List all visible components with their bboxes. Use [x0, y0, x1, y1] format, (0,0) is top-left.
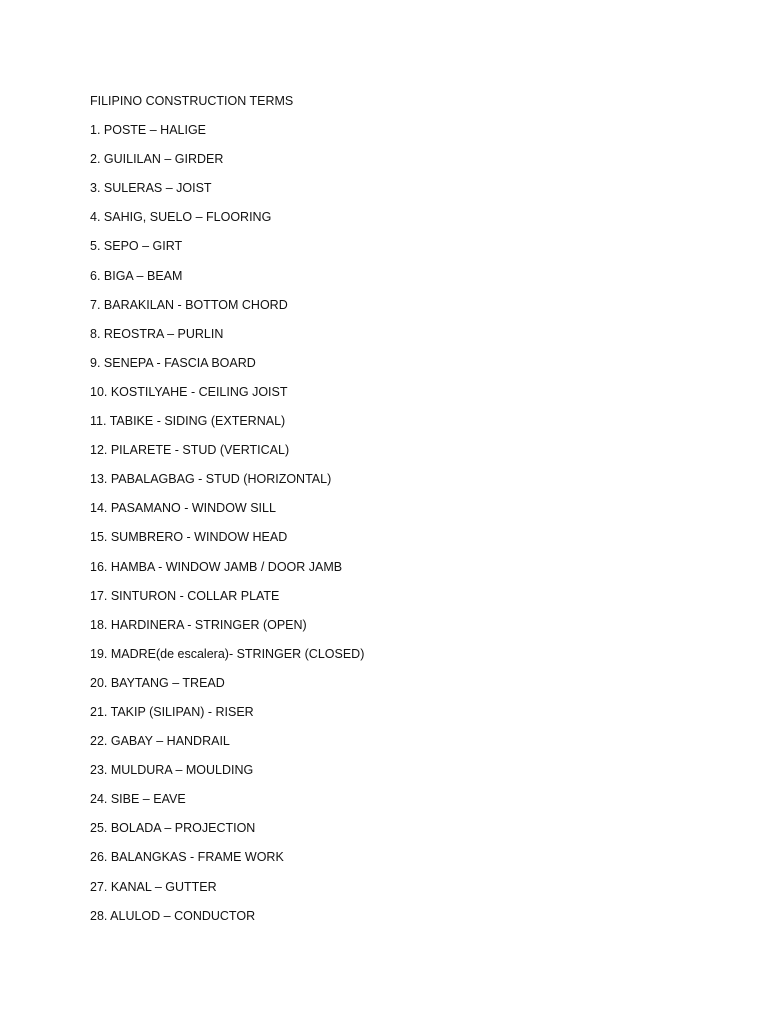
list-item: 11. TABIKE - SIDING (EXTERNAL) — [90, 414, 286, 429]
list-item: 25. BOLADA – PROJECTION — [90, 821, 256, 836]
list-item: 17. SINTURON - COLLAR PLATE — [90, 588, 280, 603]
list-item: 10. KOSTILYAHE - CEILING JOIST — [90, 384, 288, 399]
list-item: 27. KANAL – GUTTER — [90, 879, 217, 894]
list-item: 15. SUMBRERO - WINDOW HEAD — [90, 530, 288, 545]
list-item: 26. BALANGKAS - FRAME WORK — [90, 850, 284, 865]
document-title: FILIPINO CONSTRUCTION TERMS — [90, 94, 294, 108]
list-item: 5. SEPO – GIRT — [90, 239, 183, 254]
list-item: 20. BAYTANG – TREAD — [90, 675, 225, 690]
list-item: 4. SAHIG, SUELO – FLOORING — [90, 210, 272, 225]
list-item: 12. PILARETE - STUD (VERTICAL) — [90, 443, 290, 458]
list-item: 2. GUILILAN – GIRDER — [90, 152, 224, 167]
list-item: 21. TAKIP (SILIPAN) - RISER — [90, 704, 254, 719]
list-item: 23. MULDURA – MOULDING — [90, 763, 254, 778]
list-item: 28. ALULOD – CONDUCTOR — [90, 908, 256, 923]
list-item: 13. PABALAGBAG - STUD (HORIZONTAL) — [90, 472, 332, 487]
list-item: 14. PASAMANO - WINDOW SILL — [90, 501, 276, 516]
list-item: 18. HARDINERA - STRINGER (OPEN) — [90, 617, 307, 632]
list-item: 16. HAMBA - WINDOW JAMB / DOOR JAMB — [90, 559, 343, 574]
list-item: 19. MADRE(de escalera)- STRINGER (CLOSED) — [90, 646, 365, 661]
list-item: 22. GABAY – HANDRAIL — [90, 734, 230, 749]
list-item: 9. SENEPA - FASCIA BOARD — [90, 355, 256, 370]
document-body — [90, 93, 364, 937]
list-item: 1. POSTE – HALIGE — [90, 123, 207, 138]
list-item: 6. BIGA – BEAM — [90, 268, 183, 283]
list-item: 8. REOSTRA – PURLIN — [90, 326, 224, 341]
list-item: 7. BARAKILAN - BOTTOM CHORD — [90, 297, 288, 312]
list-item: 24. SIBE – EAVE — [90, 792, 186, 807]
list-item: 3. SULERAS – JOIST — [90, 181, 212, 196]
